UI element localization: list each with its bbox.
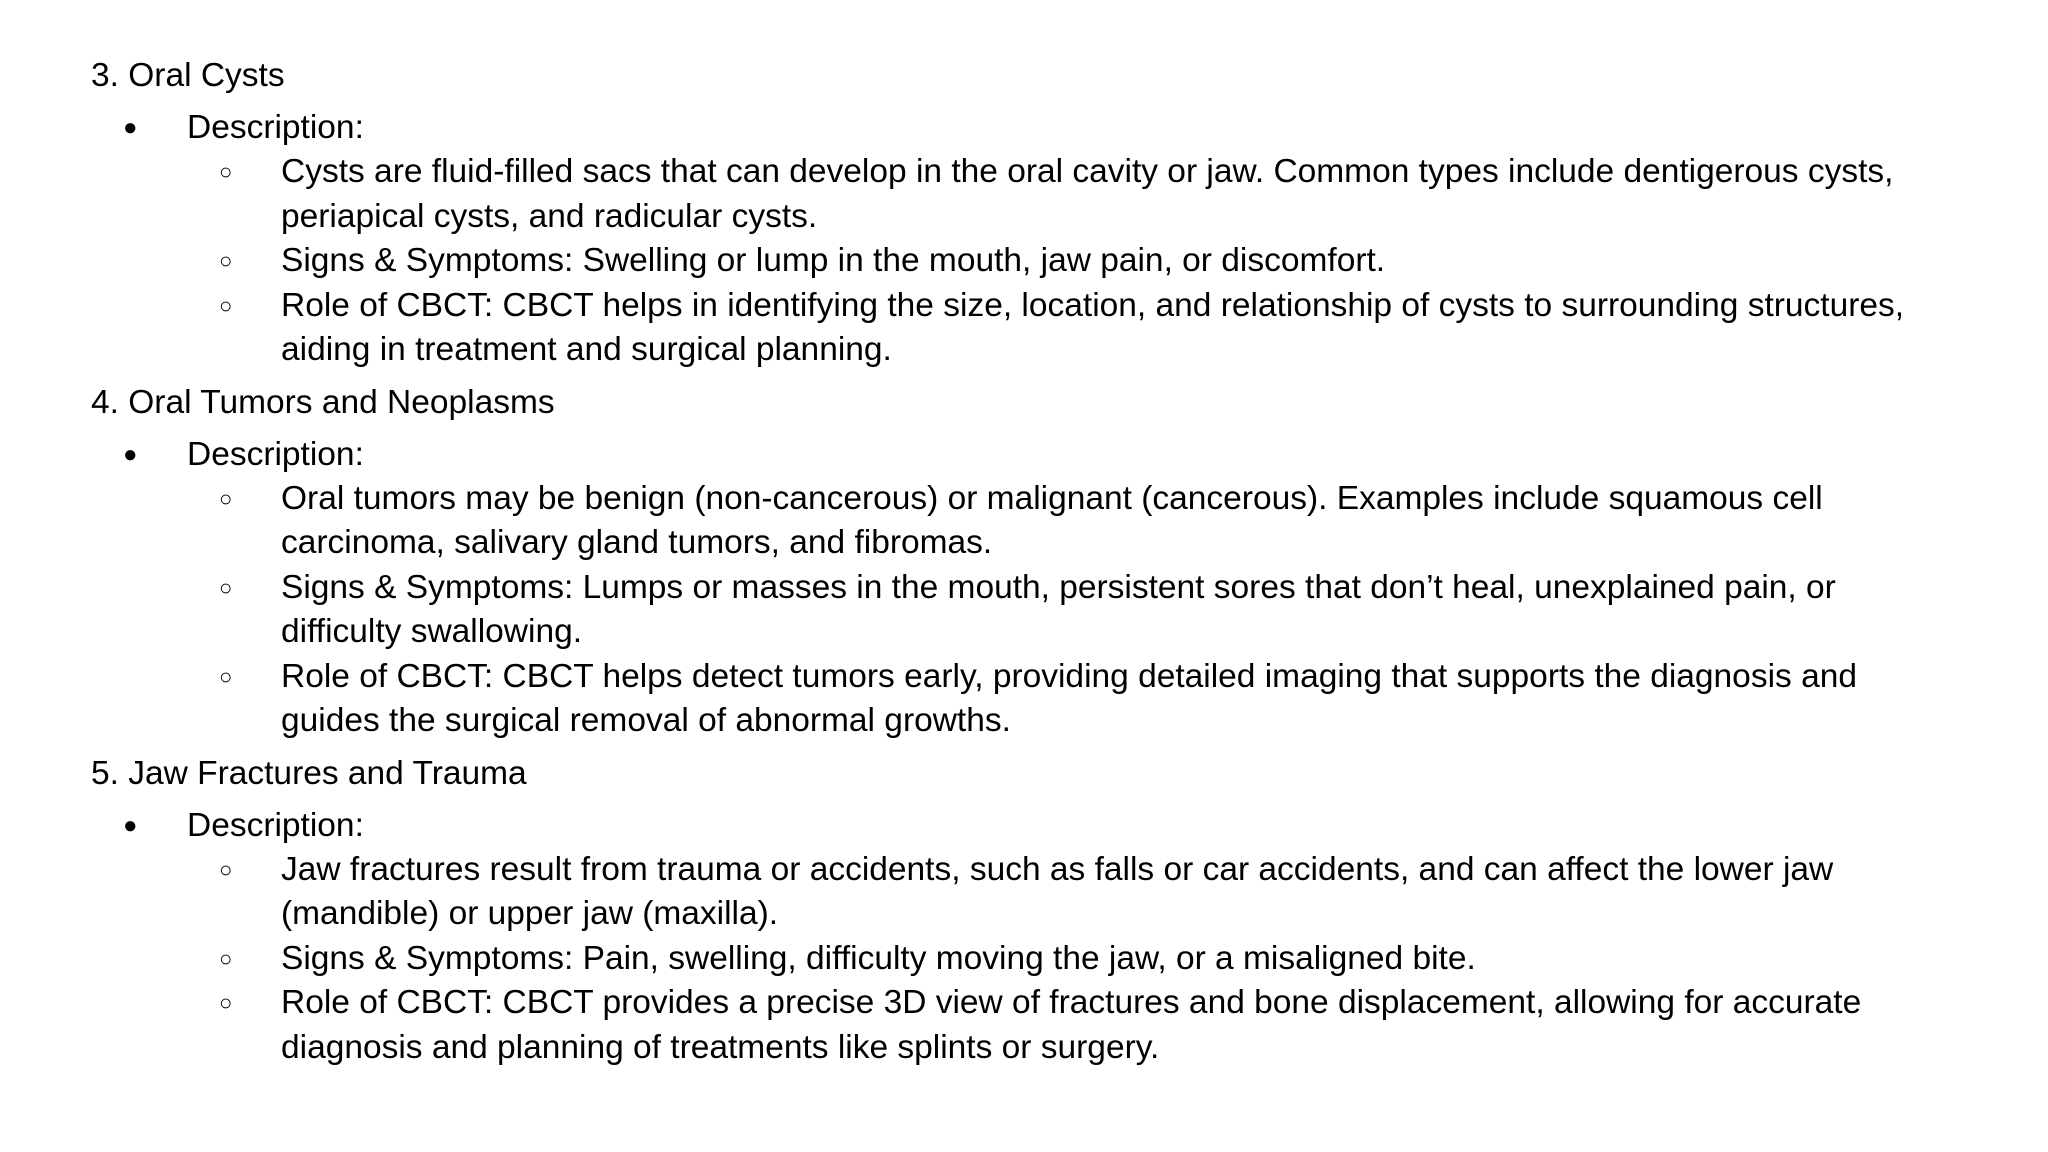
- sub-list-item: [91, 477, 1871, 566]
- hollow-circle-icon: ○: [219, 248, 233, 273]
- section-heading: 5. Jaw Fractures and Trauma: [91, 754, 527, 792]
- bullet-dot-icon: ●: [123, 114, 138, 141]
- text-line: diagnosis and planning of treatments like splints or surgery.: [281, 1028, 1160, 1066]
- text-line: Role of CBCT: CBCT provides a precise 3D view of fractures and bone displacement, allowing for accurate: [281, 984, 1862, 1021]
- section-spacer: [91, 373, 2048, 381]
- text-line: guides the surgical removal of abnormal growths.: [281, 702, 1011, 739]
- sub-list-item: [91, 937, 1871, 982]
- text-line: difficulty swallowing.: [281, 613, 583, 650]
- sub-list: [91, 477, 2048, 744]
- section-heading: 3. Oral Cysts: [91, 57, 285, 94]
- text-line: carcinoma, salivary gland tumors, and fibromas.: [281, 524, 993, 561]
- text-line: Signs & Symptoms: Pain, swelling, difficulty moving the jaw, or a misaligned bite.: [281, 939, 1476, 977]
- hollow-circle-icon: ○: [219, 159, 233, 184]
- hollow-circle-icon: ○: [219, 990, 233, 1015]
- hollow-circle-icon: ○: [219, 574, 233, 600]
- text-line: Oral tumors may be benign (non-cancerous) or malignant (cancerous). Examples include squamous cell: [281, 479, 1823, 517]
- text-line: Role of CBCT: CBCT helps in identifying the size, location, and relationship of cysts to surrounding structures,: [281, 286, 1905, 324]
- hollow-circle-icon: ○: [219, 292, 233, 318]
- hollow-circle-icon: ○: [219, 945, 233, 971]
- section-oral-cysts: [91, 54, 2048, 373]
- section-spacer: [91, 744, 2048, 752]
- bullet-label: Description:: [187, 806, 364, 844]
- text-line: Signs & Symptoms: Swelling or lump in the mouth, jaw pain, or discomfort.: [281, 242, 1386, 279]
- text-line: (mandible) or upper jaw (maxilla).: [281, 895, 779, 932]
- sub-list-item: [91, 566, 1871, 655]
- text-line: periapical cysts, and radicular cysts.: [281, 197, 818, 235]
- sub-list: [91, 848, 2048, 1071]
- hollow-circle-icon: ○: [219, 485, 233, 511]
- text-line: Role of CBCT: CBCT helps detect tumors early, providing detailed imaging that supports the diagnosis and: [281, 657, 1857, 695]
- sub-list: [91, 150, 2048, 373]
- bullet-label: Description:: [187, 435, 364, 473]
- sub-list-item: [91, 848, 1871, 937]
- bullet-dot-icon: ●: [123, 440, 138, 468]
- bullet-label: Description:: [187, 109, 364, 146]
- section-jaw-fractures: [91, 752, 2048, 1071]
- sub-list-item: [91, 284, 1905, 373]
- text-line: aiding in treatment and surgical planning.: [281, 331, 892, 368]
- text-line: Jaw fractures result from trauma or accidents, such as falls or car accidents, and can affect the lower jaw: [281, 850, 1834, 888]
- sub-list-item: [91, 655, 1871, 744]
- hollow-circle-icon: ○: [219, 663, 233, 689]
- sub-list-item: [91, 239, 1871, 284]
- text-line: Signs & Symptoms: Lumps or masses in the mouth, persistent sores that don’t heal, unexplained pain, or: [281, 568, 1836, 606]
- section-heading: 4. Oral Tumors and Neoplasms: [91, 383, 555, 421]
- text-line: Cysts are fluid-filled sacs that can develop in the oral cavity or jaw. Common types include dentigerous cysts,: [281, 153, 1894, 190]
- hollow-circle-icon: ○: [219, 856, 233, 882]
- section-oral-tumors: [91, 381, 2048, 744]
- bullet-dot-icon: ●: [123, 811, 138, 839]
- sub-list-item: [91, 150, 1894, 239]
- sub-list-item: [91, 981, 1871, 1070]
- bullet-item: [91, 804, 2048, 848]
- bullet-item: [91, 433, 2048, 477]
- bullet-item: [91, 106, 2048, 150]
